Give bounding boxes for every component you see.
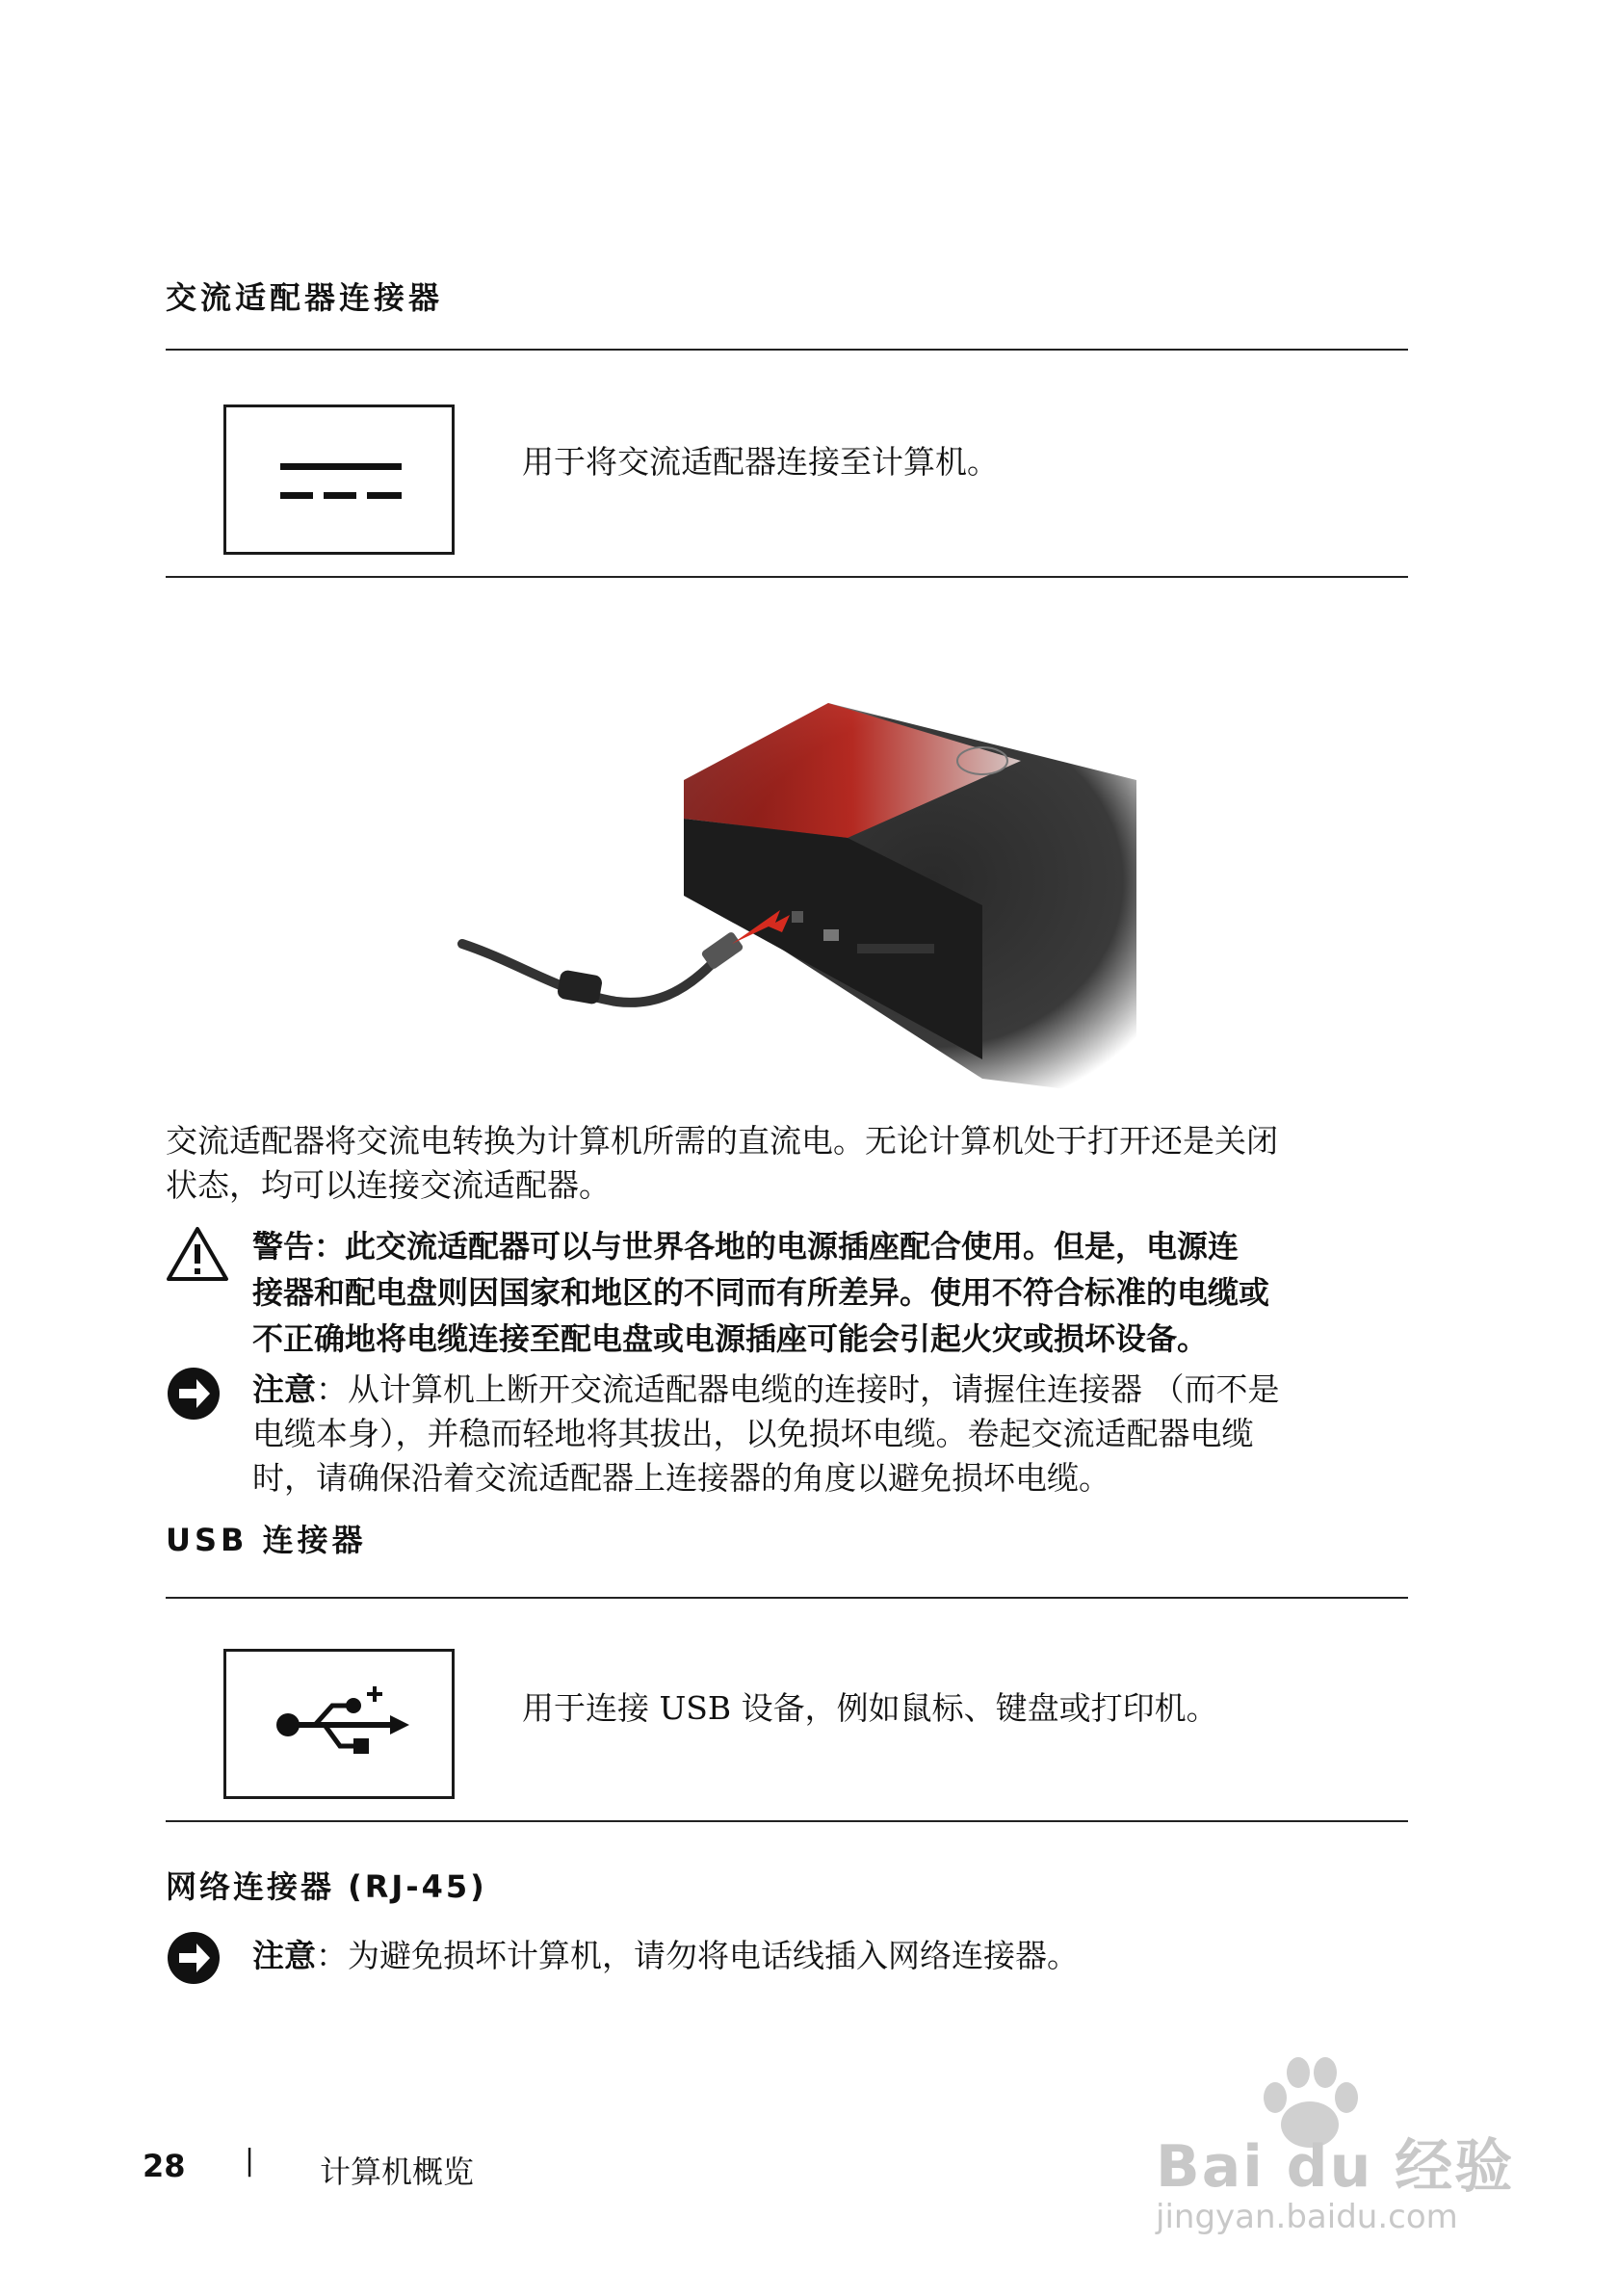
warning-line-2: 接器和配电盘则因国家和地区的不同而有所差异。使用不符合标准的电缆或	[252, 1274, 1270, 1311]
notice-2-label: 注意	[252, 1937, 316, 1974]
footer-chapter: 计算机概览	[320, 2153, 475, 2190]
usb-heading: USB 连接器	[166, 1522, 367, 1558]
watermark-logo-text: Bai du 经验	[1156, 2133, 1515, 2201]
notice-arrow-icon	[166, 1930, 222, 1986]
dc-power-symbol-icon	[226, 407, 452, 552]
usb-description: 用于连接 USB 设备，例如鼠标、键盘或打印机。	[522, 1689, 1218, 1727]
divider-usb-top	[166, 1597, 1408, 1599]
divider-mid	[166, 576, 1408, 578]
divider-usb-bottom	[166, 1820, 1408, 1822]
dc-jack-port	[792, 911, 803, 923]
notice-1-line-1	[252, 1368, 1427, 1412]
watermark-url: jingyan.baidu.com	[1156, 2198, 1458, 2236]
notice-2-text: ：为避免损坏计算机，请勿将电话线插入网络连接器。	[316, 1937, 1079, 1974]
warning-line-3: 不正确地将电缆连接至配电盘或电源插座可能会引起火灾或损坏设备。	[252, 1320, 1209, 1357]
vent	[857, 944, 934, 953]
notice-1-block	[252, 1368, 1427, 1500]
notice-1-text-1: ：从计算机上断开交流适配器电缆的连接时，请握住连接器 （而不是	[316, 1370, 1280, 1408]
usb-icon-box	[223, 1649, 455, 1799]
network-port	[823, 929, 839, 941]
ac-adapter-heading: 交流适配器连接器	[166, 279, 444, 316]
notice-2-block	[252, 1934, 1427, 1978]
warning-label: 警告：	[252, 1228, 346, 1265]
warning-text-1: 此交流适配器可以与世界各地的电源插座配合使用。但是，电源连	[345, 1228, 1240, 1265]
dc-power-icon-box	[223, 404, 455, 555]
notice-1-line-3: 时，请确保沿着交流适配器上连接器的角度以避免损坏电缆。	[252, 1459, 1110, 1497]
ac-adapter-description: 用于将交流适配器连接至计算机。	[522, 443, 999, 481]
notice-arrow-icon	[166, 1366, 222, 1422]
usb-icon	[226, 1652, 452, 1796]
warning-line-1	[252, 1223, 1427, 1269]
ferrite-bead	[557, 969, 604, 1004]
notice-1-line-2: 电缆本身），并稳而轻地将其拔出，以免损坏电缆。卷起交流适配器电缆	[252, 1415, 1254, 1452]
body-line-2: 状态，均可以连接交流适配器。	[166, 1166, 611, 1204]
body-paragraph	[166, 1119, 1418, 1208]
footer-separator: |	[245, 2144, 255, 2178]
warning-triangle-icon	[166, 1225, 229, 1283]
network-heading: 网络连接器 (RJ-45)	[166, 1868, 487, 1905]
body-line-1: 交流适配器将交流电转换为计算机所需的直流电。无论计算机处于打开还是关闭	[166, 1122, 1278, 1160]
warning-block	[252, 1223, 1427, 1362]
notice-1-label: 注意	[252, 1370, 316, 1408]
laptop-ac-connector-illustration	[443, 655, 1136, 1098]
page-number: 28	[143, 2148, 186, 2184]
baidu-watermark	[1136, 2051, 1541, 2244]
divider-top	[166, 349, 1408, 351]
